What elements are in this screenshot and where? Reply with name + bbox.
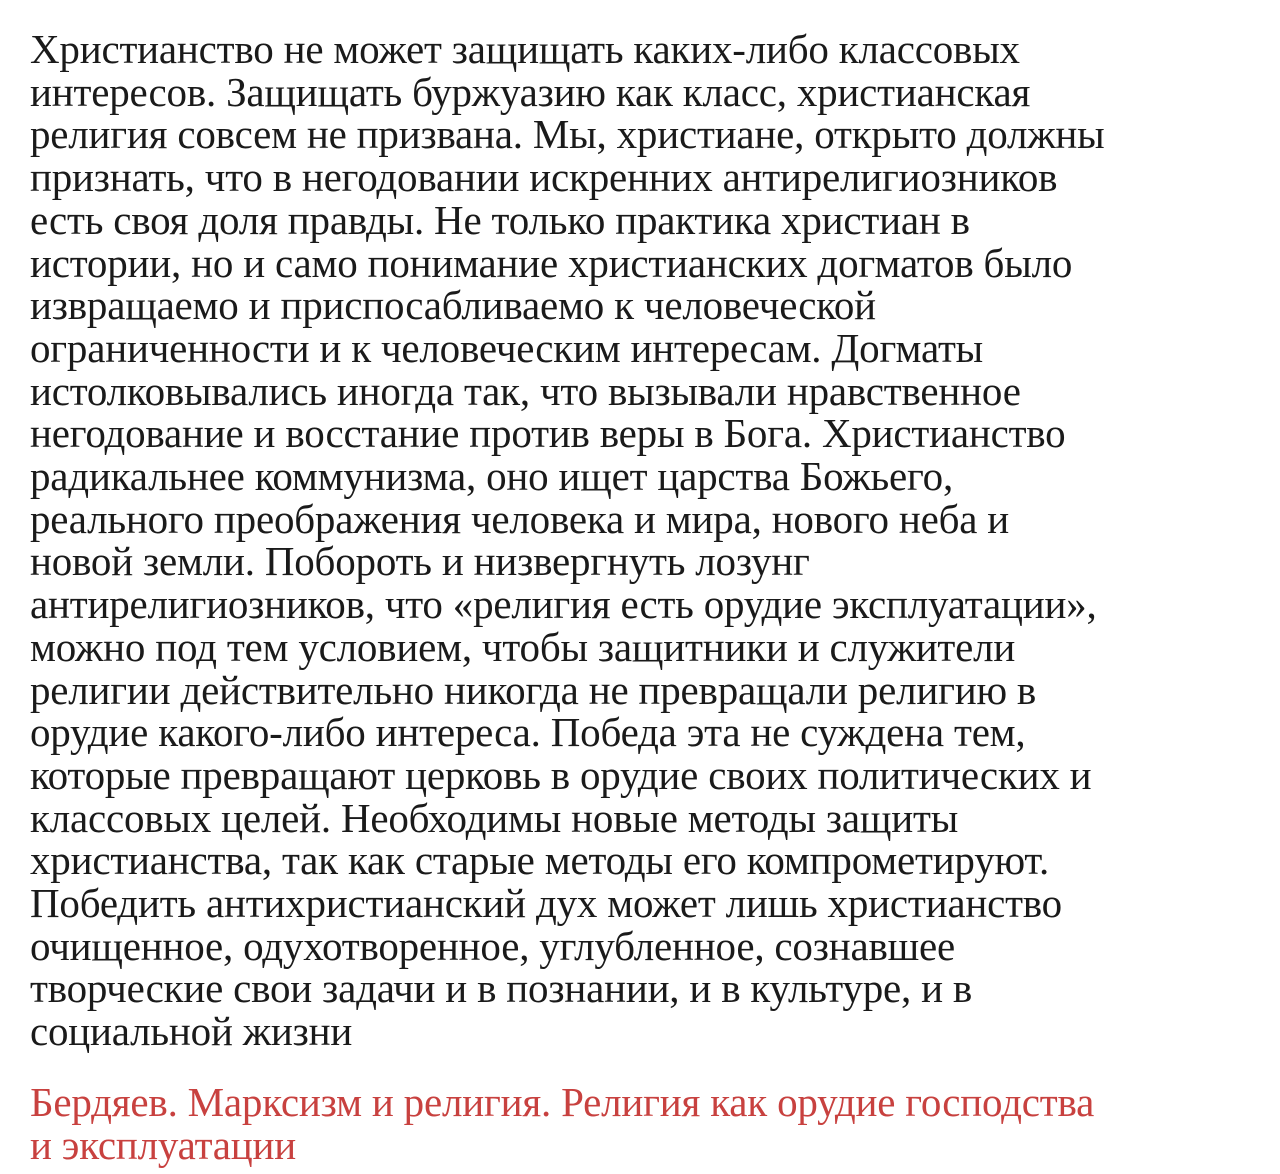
quote-text: Христианство не может защищать каких-либо классовых интересов. Защищать буржуазию как класс, христианская религия совсем не призвана. Мы, христиане, открыто должны признать, что в негодовании искренних антирелигиозников есть своя доля правды. Не только практика христиан в истории, но и само понимание христианских догматов было извращаемо и приспосабливаемо к человеческой ограниченности и к человеческим интересам. Догматы истолковывались иногда так, что вызывали нравственное негодование и восстание против веры в Бога. Христианство радикальнее коммунизма, оно ищет царства Божьего, реального преображения человека и мира, нового неба и новой земли. Побороть и низвергнуть лозунг антирелигиозников, что «религия есть орудие эксплуатации», можно под тем условием, чтобы защитники и служители религии действительно никогда не превращали религию в орудие какого-либо интереса. Победа эта не суждена тем, которые превращают церковь в орудие своих политических и классовых целей. Необходимы новые методы защиты христианства, так как старые методы его компрометируют. Победить антихристианский дух может лишь христианство очищенное, одухотворенное, углубленное, сознавшее творческие свои задачи и в познании, и в культуре, и в социальной жизни — [30, 26, 1105, 1055]
quote-attribution: Бердяев. Марксизм и религия. Религия как орудие господства и эксплуатации — [30, 1078, 1095, 1168]
quote-page — [30, 28, 1275, 1166]
